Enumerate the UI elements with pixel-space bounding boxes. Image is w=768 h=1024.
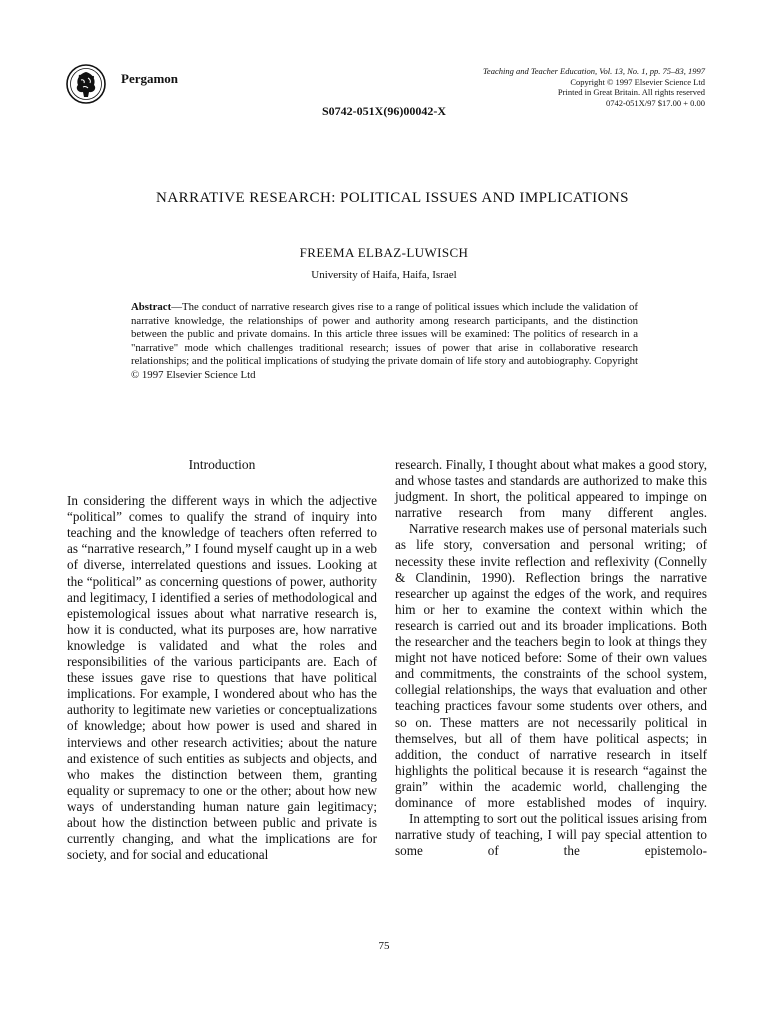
- elsevier-tree-logo-icon: [66, 64, 106, 104]
- author-affiliation: University of Haifa, Haifa, Israel: [311, 269, 457, 281]
- printed-line: Printed in Great Britain. All rights reserved: [557, 87, 705, 97]
- left-column: [67, 457, 377, 863]
- journal-citation-line: Teaching and Teacher Education, Vol. 13, No. 1, pp. 75–83, 1997: [482, 66, 705, 76]
- section-heading: Introduction: [188, 457, 256, 472]
- copyright-line: Copyright © 1997 Elsevier Science Ltd: [570, 76, 705, 87]
- paragraph: In considering the different ways in which the adjective “political” comes to qualify the strand of inquiry into teaching and the knowledge of teachers often referred to as “narrative research,” I found myself caught up in a web of diverse, interrelated questions and issues. Looking at the “political” as concerning questions of power, authority and legitimacy, I identified a series of methodological and epistemological issues about what narrative research is, how it is conducted, what its purposes are, how narrative knowledge is validated and what the roles and responsibilities of the various participants are. Each of these issues gave rise to questions that have political implications. For example, I wondered about who has the authority to legitimate new varieties or conceptualizations of knowledge; about how power is used and shared in interviews and other research activities; about the nature and existence of such entities as subjects and objects, and who makes the distinction between them, granting equality or supremacy to one or the other; about how new ways of understanding human nature gain legitimacy; about how the distinction between public and private is currently changing, and what the implications are for society, and for social and educational: [67, 493, 377, 863]
- article-author: FREEMA ELBAZ-LUWISCH: [299, 245, 469, 260]
- paragraph: Narrative research makes use of personal materials such as life story, conversation and personal writing; of necessity these invite reflection and reflexivity (Connelly & Clandinin, 1990). Reflection brings the narrative researcher up against the edges of the work, and requires him or her to examine the context within which the research is carried out and its broader implications. Both the researcher and the teachers begin to look at things they might not have noticed before: Some of their own values and commitments, the constraints of the school system, collegial relationships, the ways that evaluation and other teaching practices favour some students over others, and so on. These matters are not necessarily political in themselves, but all of them have political aspects; in addition, the conduct of narrative research in itself highlights the political because it is research “against the grain” within the academic world, challenging the dominance of more established modes of inquiry.: [395, 521, 707, 810]
- publisher-name: Pergamon: [121, 71, 179, 86]
- abstract-text: —The conduct of narrative research gives rise to a range of political issues which include the validation of narrative knowledge, the relationships of power and authority among research participants, and the distinction between the public and private domains. In this article three issues will be examined: The politics of research in a "narrative" mode which challenges traditional research; issues of power that arise in collaborative research relationships; and the political implications of studying the private domain of life story and autobiography. Copyright © 1997 Elsevier Science Ltd: [131, 301, 638, 381]
- doi-text: S0742-051X(96)00042-X: [322, 104, 446, 118]
- paragraph: research. Finally, I thought about what makes a good story, and whose tastes and standards are authorized to make this judgment. In short, the political appeared to impinge on narrative research from many different angles.: [395, 457, 707, 521]
- abstract: [131, 301, 638, 382]
- paragraph: In attempting to sort out the political issues arising from narrative study of teaching, I will pay special attention to some of the epistemolo-: [395, 811, 707, 859]
- article-title: NARRATIVE RESEARCH: POLITICAL ISSUES AND IMPLICATIONS: [156, 190, 629, 206]
- issn-price-line: 0742-051X/97 $17.00 + 0.00: [606, 97, 705, 108]
- right-column: [395, 457, 707, 859]
- page-number: 75: [378, 940, 390, 952]
- journal-citation-block: [483, 66, 705, 108]
- article-doi: [0, 104, 768, 119]
- abstract-label: Abstract: [131, 301, 172, 313]
